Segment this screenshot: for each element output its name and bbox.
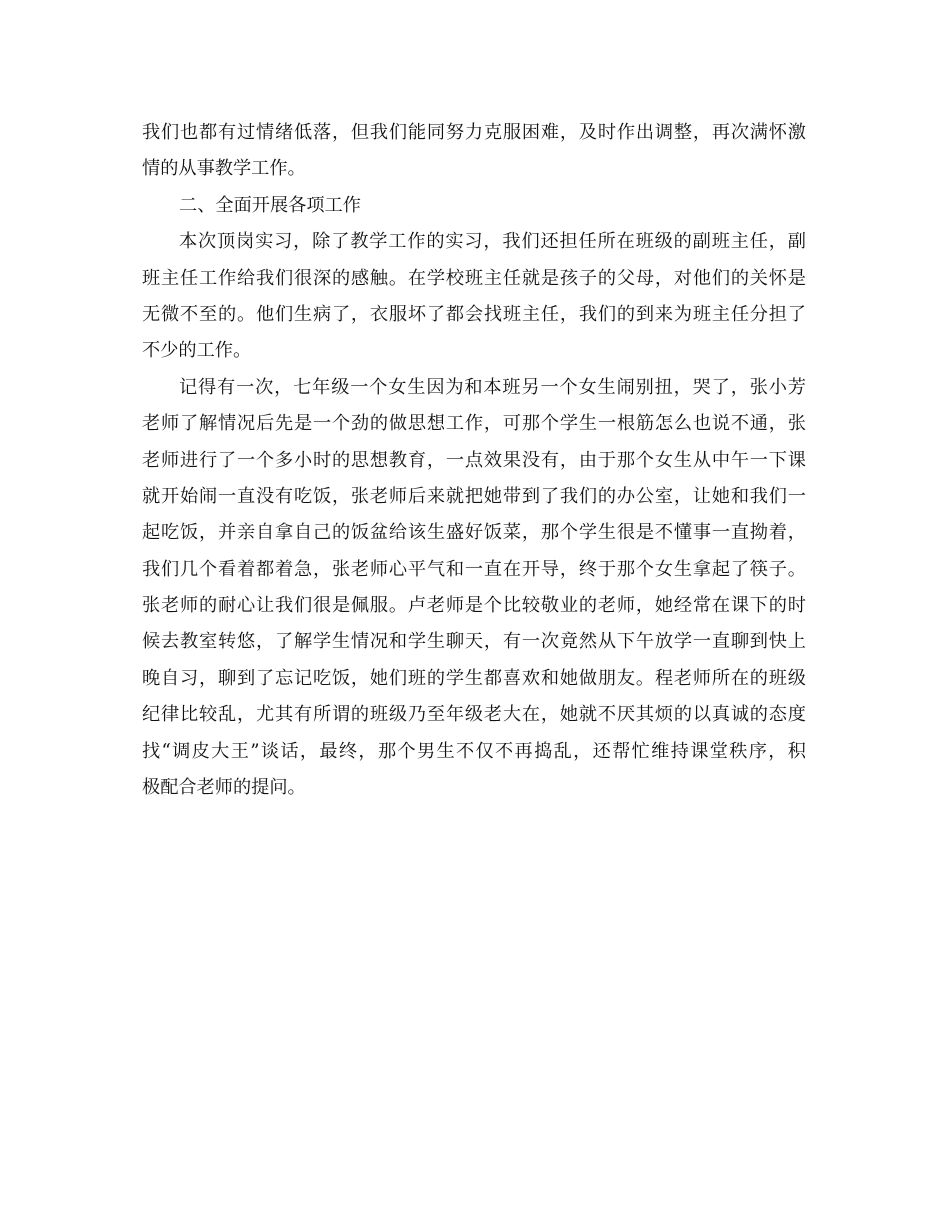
text-line: 班主任工作给我们很深的感触。在学校班主任就是孩子的父母，对他们的关怀是 [142,267,806,289]
section-heading [142,188,806,224]
text-line: 我们几个看着都着急，张老师心平气和一直在开导，终于那个女生拿起了筷子。 [142,558,806,580]
text-line: 找“调皮大王”谈话，最终，那个男生不仅不再捣乱，还帮忙维持课堂秩序，积 [142,740,806,762]
text-line: 晚自习，聊到了忘记吃饭，她们班的学生都喜欢和她做朋友。程老师所在的班级 [142,667,806,689]
text-line: 纪律比较乱，尤其有所谓的班级乃至年级老大在，她就不厌其烦的以真诚的态度 [142,704,806,726]
text-line: 老师进行了一个多小时的思想教育，一点效果没有，由于那个女生从中午一下课 [142,449,806,471]
paragraph-story [142,370,806,807]
text-line: 无微不至的。他们生病了，衣服坏了都会找班主任，我们的到来为班主任分担了 [142,303,806,325]
paragraph-intro [142,224,806,370]
text-line: 老师了解情况后先是一个劲的做思想工作，可那个学生一根筋怎么也说不通，张 [142,413,806,435]
text-line: 记得有一次，七年级一个女生因为和本班另一个女生闹别扭，哭了，张小芳 [179,376,806,398]
text-line: 起吃饭，并亲自拿自己的饭盆给该生盛好饭菜，那个学生很是不懂事一直拗着， [142,522,806,544]
heading-text: 二、全面开展各项工作 [179,194,361,216]
text-line: 候去教室转悠，了解学生情况和学生聊天，有一次竟然从下午放学一直聊到快上 [142,631,806,653]
text-line: 张老师的耐心让我们很是佩服。卢老师是个比较敬业的老师，她经常在课下的时 [142,595,806,617]
text-line: 极配合老师的提问。 [142,777,306,799]
text-line: 本次顶岗实习，除了教学工作的实习，我们还担任所在班级的副班主任，副 [179,231,806,253]
paragraph-continuation [142,115,806,188]
document-body [142,115,806,806]
text-line: 就开始闹一直没有吃饭，张老师后来就把她带到了我们的办公室，让她和我们一 [142,485,806,507]
text-line: 情的从事教学工作。 [142,158,306,180]
text-line: 我们也都有过情绪低落，但我们能同努力克服困难，及时作出调整，再次满怀激 [142,122,806,143]
text-line: 不少的工作。 [142,340,252,362]
